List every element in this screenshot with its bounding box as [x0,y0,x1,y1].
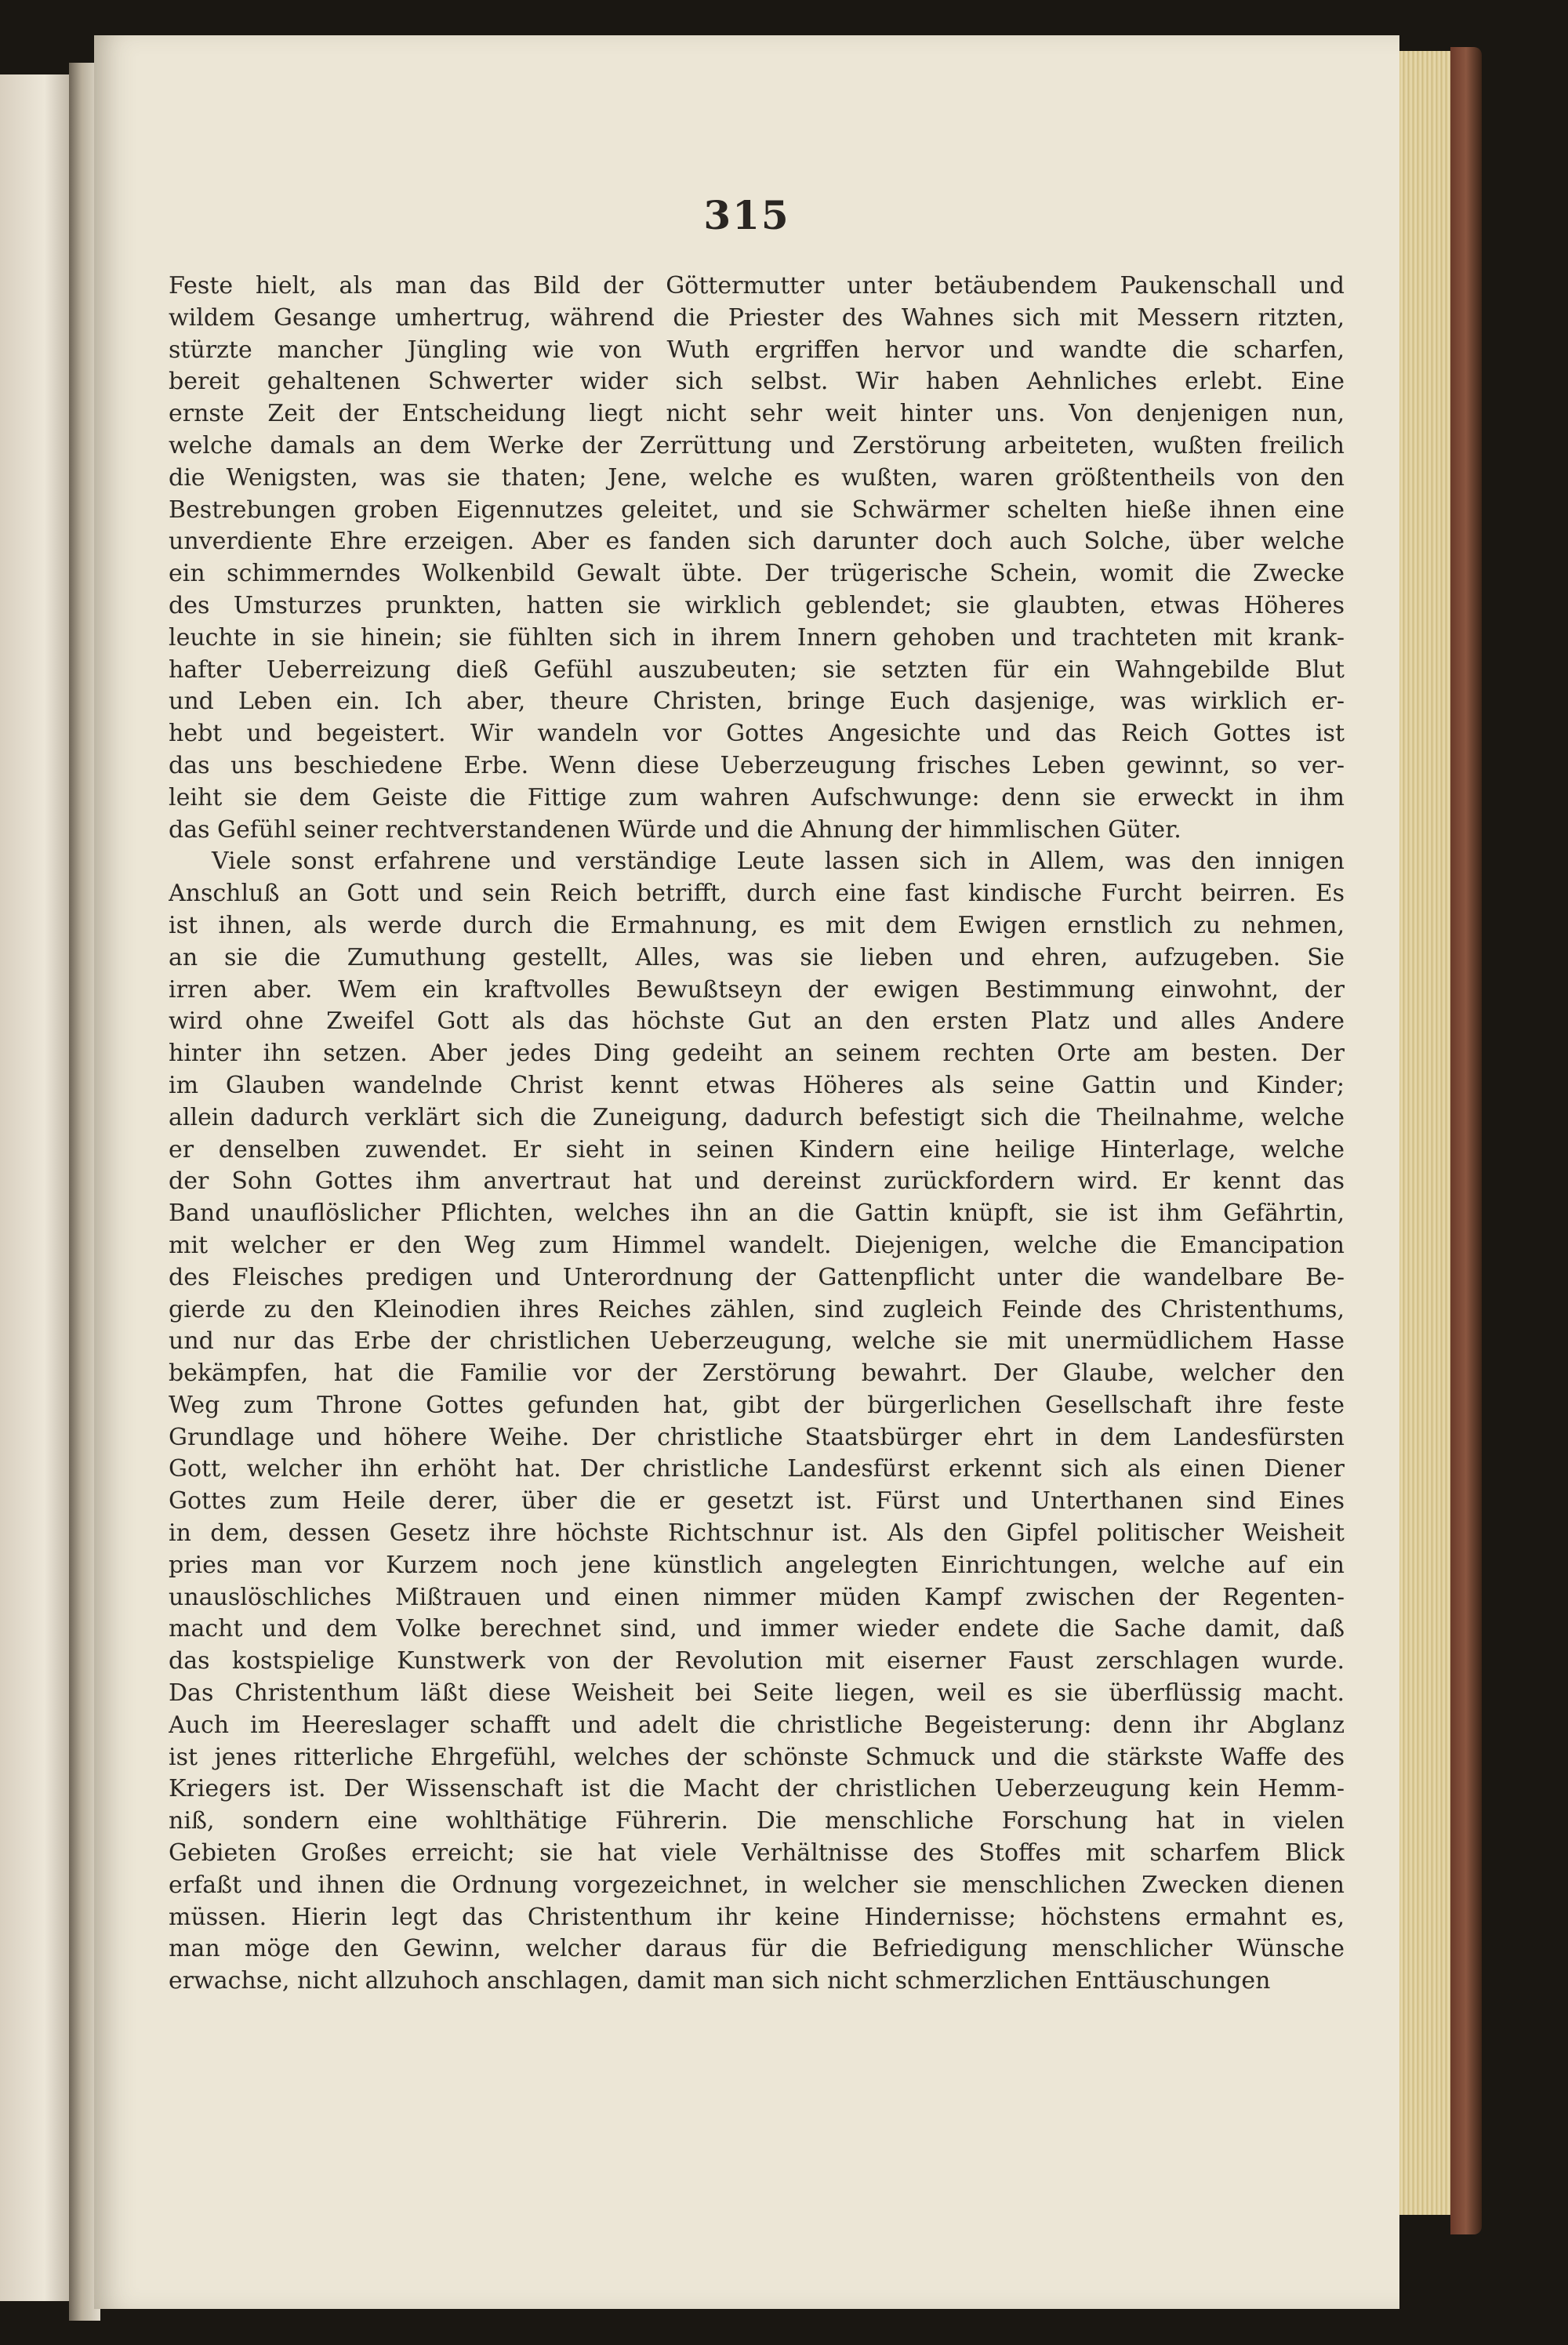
text-line: er denselben zuwendet. Er sieht in seinen Kindern eine heilige Hinterlage, welche [169,1135,1345,1163]
text-line: Gott, welcher ihn erhöht hat. Der christliche Landesfürst erkennt sich als einen Diener [169,1455,1345,1483]
text-line: irren aber. Wem ein kraftvolles Bewußtseyn der ewigen Bestimmung einwohnt, der [169,975,1345,1004]
text-line: Gottes zum Heile derer, über die er gesetzt ist. Fürst und Unterthanen sind Eines [169,1487,1345,1516]
text-line: Weg zum Throne Gottes gefunden hat, gibt der bürgerlichen Gesellschaft ihre feste [169,1391,1345,1419]
text-line: an sie die Zumuthung gestellt, Alles, was sie lieben und ehren, aufzugeben. Sie [169,943,1345,971]
text-line: macht und dem Volke berechnet sind, und immer wieder endete die Sache damit, daß [169,1615,1345,1643]
text-line: Band unauflöslicher Pflichten, welches ihn an die Gattin knüpft, sie ist ihm Gefährtin, [169,1200,1345,1228]
text-line: bekämpfen, hat die Familie vor der Zerstörung bewahrt. Der Glaube, welcher den [169,1359,1345,1388]
text-line: Bestrebungen groben Eigennutzes geleitet, und sie Schwärmer schelten hieße ihnen eine [169,495,1345,524]
text-line: unverdiente Ehre erzeigen. Aber es fanden sich darunter doch auch Solche, über welche [169,528,1345,556]
text-line: Feste hielt, als man das Bild der Göttermutter unter betäubendem Paukenschall und [169,272,1345,299]
text-line: Anschluß an Gott und sein Reich betrifft, durch eine fast kindische Furcht beirren. Es [169,880,1345,908]
text-line: und Leben ein. Ich aber, theure Christen, bringe Euch dasjenige, was wirklich er- [169,688,1345,716]
text-line: pries man vor Kurzem noch jene künstlich angelegten Einrichtungen, welche auf ein [169,1551,1345,1579]
text-line: Grundlage und höhere Weihe. Der christliche Staatsbürger ehrt in dem Landesfürsten [169,1423,1345,1451]
left-page-edge [0,74,74,2301]
text-line: die Wenigsten, was sie thaten; Jene, welche es wußten, waren größtentheils von den [169,463,1345,492]
text-line: des Umsturzes prunkten, hatten sie wirklich geblendet; sie glaubten, etwas Höheres [169,591,1345,619]
text-line: ernste Zeit der Entscheidung liegt nicht sehr weit hinter uns. Von denjenigen nun, [169,400,1345,428]
text-line: allein dadurch verklärt sich die Zuneigung, dadurch befestigt sich die Theilnahme, welche [169,1103,1345,1131]
text-line: und nur das Erbe der christlichen Ueberzeugung, welche sie mit unermüdlichem Hasse [169,1327,1345,1356]
text-line: Gebieten Großes erreicht; sie hat viele Verhältnisse des Stoffes mit scharfem Blick [169,1839,1345,1868]
text-line: ist jenes ritterliche Ehrgefühl, welches der schönste Schmuck und die stärkste Waffe des [169,1743,1345,1771]
text-line: man möge den Gewinn, welcher daraus für die Befriedigung menschlicher Wünsche [169,1935,1345,1963]
text-line: gierde zu den Kleinodien ihres Reiches zählen, sind zugleich Feinde des Christenthums, [169,1295,1345,1323]
text-line: Auch im Heereslager schafft und adelt die christliche Begeisterung: denn ihr Abglanz [169,1711,1345,1739]
text-line: erfaßt und ihnen die Ordnung vorgezeichnet, in welcher sie menschlichen Zwecken dienen [169,1871,1345,1899]
text-line: Viele sonst erfahrene und verständige Leute lassen sich in Allem, was den innigen [212,848,1345,876]
text-line: niß, sondern eine wohlthätige Führerin. Die menschliche Forschung hat in vielen [169,1807,1345,1835]
text-line: leuchte in sie hinein; sie fühlten sich in ihrem Innern gehoben und trachteten mit krank- [169,623,1345,652]
page-number: 315 [703,192,790,238]
book-cover-edge [1450,47,1482,2234]
text-line: unauslöschliches Mißtrauen und einen nimmer müden Kampf zwischen der Regenten- [169,1583,1345,1611]
text-line: wildem Gesange umhertrug, während die Priester des Wahnes sich mit Messern ritzten, [169,303,1345,332]
text-line: das Gefühl seiner rechtverstandenen Würde und die Ahnung der himmlischen Güter. [169,815,1181,844]
body-text [169,270,1345,1998]
text-line: hinter ihn setzen. Aber jedes Ding gedeiht an seinem rechten Orte am besten. Der [169,1040,1345,1068]
text-line: in dem, dessen Gesetz ihre höchste Richtschnur ist. Als den Gipfel politischer Weisheit [169,1519,1345,1548]
text-line: im Glauben wandelnde Christ kennt etwas Höheres als seine Gattin und Kinder; [169,1071,1345,1099]
text-line: der Sohn Gottes ihm anvertraut hat und dereinst zurückfordern wird. Er kennt das [169,1167,1345,1196]
text-line: ist ihnen, als werde durch die Ermahnung, es mit dem Ewigen ernstlich zu nehmen, [169,911,1345,939]
text-line: hebt und begeistert. Wir wandeln vor Gottes Angesichte und das Reich Gottes ist [169,720,1345,748]
text-line: mit welcher er den Weg zum Himmel wandelt. Diejenigen, welche die Emancipation [169,1231,1345,1259]
text-line: hafter Ueberreizung dieß Gefühl auszubeuten; sie setzten für ein Wahngebilde Blut [169,655,1345,684]
text-line: Das Christenthum läßt diese Weisheit bei Seite liegen, weil es sie überflüssig macht. [169,1679,1345,1708]
text-line: bereit gehaltenen Schwerter wider sich selbst. Wir haben Aehnliches erlebt. Eine [169,368,1345,396]
text-line: erwachse, nicht allzuhoch anschlagen, damit man sich nicht schmerzlichen Enttäuschungen [169,1967,1271,1995]
text-line: wird ohne Zweifel Gott als das höchste Gut an den ersten Platz und alles Andere [169,1007,1345,1036]
text-line: welche damals an dem Werke der Zerrüttung und Zerstörung arbeiteten, wußten freilich [169,431,1345,459]
text-line: stürzte mancher Jüngling wie von Wuth ergriffen hervor und wandte die scharfen, [169,336,1345,364]
text-line: müssen. Hierin legt das Christenthum ihr keine Hindernisse; höchstens ermahnt es, [169,1903,1345,1931]
book-page [94,35,1399,2309]
text-line: das uns beschiedene Erbe. Wenn diese Ueberzeugung frisches Leben gewinnt, so ver- [169,751,1345,779]
text-line: Kriegers ist. Der Wissenschaft ist die Macht der christlichen Ueberzeugung kein Hemm- [169,1775,1345,1803]
text-line: des Fleisches predigen und Unterordnung der Gattenpflicht unter die wandelbare Be- [169,1263,1345,1291]
text-line: ein schimmerndes Wolkenbild Gewalt übte. Der trügerische Schein, womit die Zwecke [169,560,1345,588]
text-line: leiht sie dem Geiste die Fittige zum wahren Aufschwunge: denn sie erweckt in ihm [169,783,1345,811]
text-line: das kostspielige Kunstwerk von der Revolution mit eiserner Faust zerschlagen wurde. [169,1647,1345,1675]
